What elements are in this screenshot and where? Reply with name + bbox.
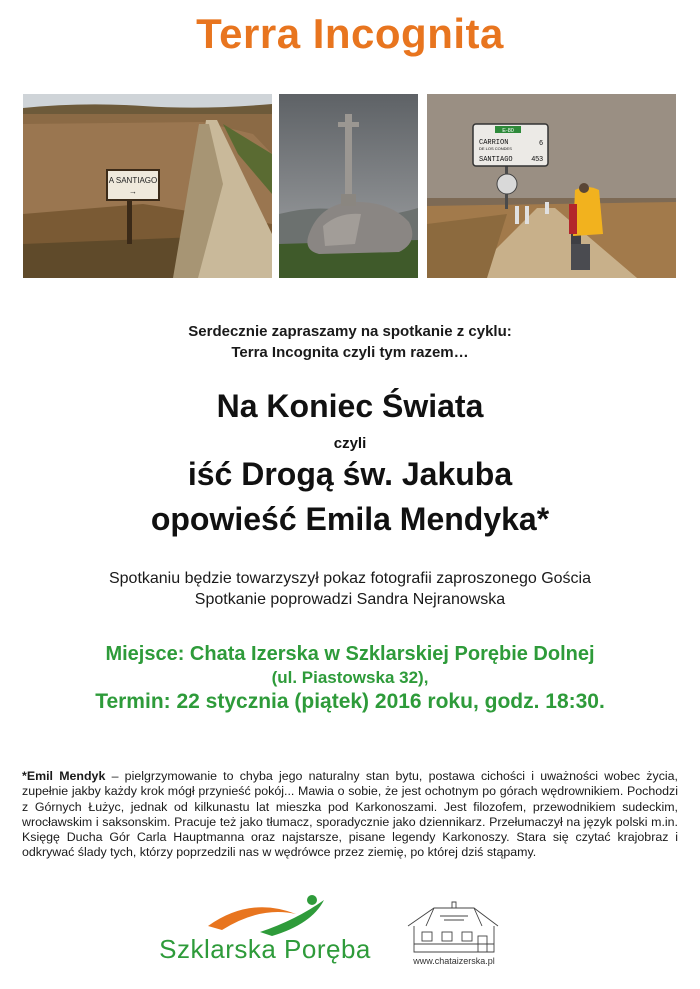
sign-row1-km: 6 <box>539 140 543 147</box>
sign-route-number: E-80 <box>502 128 514 134</box>
szklarska-swoosh-icon <box>200 892 330 936</box>
sign-row1-name: CARRION <box>479 139 509 147</box>
info-line-1: Spotkaniu będzie towarzyszył pokaz fotografii zaproszonego Gościa <box>108 570 592 587</box>
sign-text-line2: → <box>129 187 137 196</box>
headline-czyli: czyli <box>333 435 367 452</box>
venue-address: (ul. Piastowska 32), <box>271 668 429 687</box>
headline-line-3: opowieść Emila Mendyka* <box>150 501 550 537</box>
headline-line-2: iść Drogą św. Jakuba <box>187 456 513 492</box>
photo-road-sign <box>23 94 272 278</box>
cottage-sketch-icon <box>404 898 504 956</box>
info-line-2: Spotkanie poprowadzi Sandra Nejranowska <box>194 591 506 608</box>
invitation-line-2: Terra Incognita czyli tym razem… <box>231 344 469 361</box>
event-info <box>0 568 700 610</box>
bio-text: – pielgrzymowanie to chyba jego naturalny stan bytu, postawa cichości i uważności wobec życia, zupełnie jakby każdy krok mógł przynieść pokój... Mawia o sobie, że jest ochotnym po górach wędrownikiem. Pochodzi z Górnych Łużyc, jednak od kilkunastu lat mieszka pod Karkonoszami. Jest filozofem, przewodnikiem sudeckim, wrocławskim i saksonskim. Pracuje też jako tłumacz, sporadycznie jako dziennikarz. Przełumaczył na język polski m.in. Księgę Ducha Gór Carla Hauptmanna oraz najstarsze, pisane legendy Karkonoszy. Stara się czytać krajobraz i odkrywać ślady tych, którzy poprzedzili nas w wędrówce przez ziemię, po której dziś stąpamy. <box>22 769 678 860</box>
guest-bio <box>22 769 678 861</box>
sign-text-line1: A SANTIAGO <box>108 176 158 185</box>
sign-row1-sub: DE LOS CONDES <box>479 146 512 151</box>
szklarska-poreba-logo <box>150 892 380 972</box>
headline-main: Na Koniec Świata <box>216 388 484 424</box>
photo-cross-on-rock <box>279 94 418 278</box>
sign-row2-km: 453 <box>531 156 543 163</box>
szklarska-logo-text: Szklarska Poręba <box>159 934 371 964</box>
cross-illustration <box>279 94 418 278</box>
chata-izerska-logo <box>404 898 504 968</box>
invitation-text <box>0 321 700 363</box>
photo-road-pilgrim <box>427 94 676 278</box>
sign-row2-name: SANTIAGO <box>479 156 513 164</box>
venue-place: Miejsce: Chata Izerska w Szklarskiej Porębie Dolnej <box>105 643 595 665</box>
invitation-line-1: Serdecznie zapraszamy na spotkanie z cyklu: <box>188 323 512 340</box>
venue-date: Termin: 22 stycznia (piątek) 2016 roku, godz. 18:30. <box>95 690 605 713</box>
road-sign-illustration <box>23 94 272 278</box>
chata-website: www.chataizerska.pl <box>413 956 495 966</box>
poster-title: Terra Incognita <box>196 10 504 57</box>
bio-name: *Emil Mendyk <box>22 769 106 783</box>
pilgrim-illustration <box>427 94 676 278</box>
